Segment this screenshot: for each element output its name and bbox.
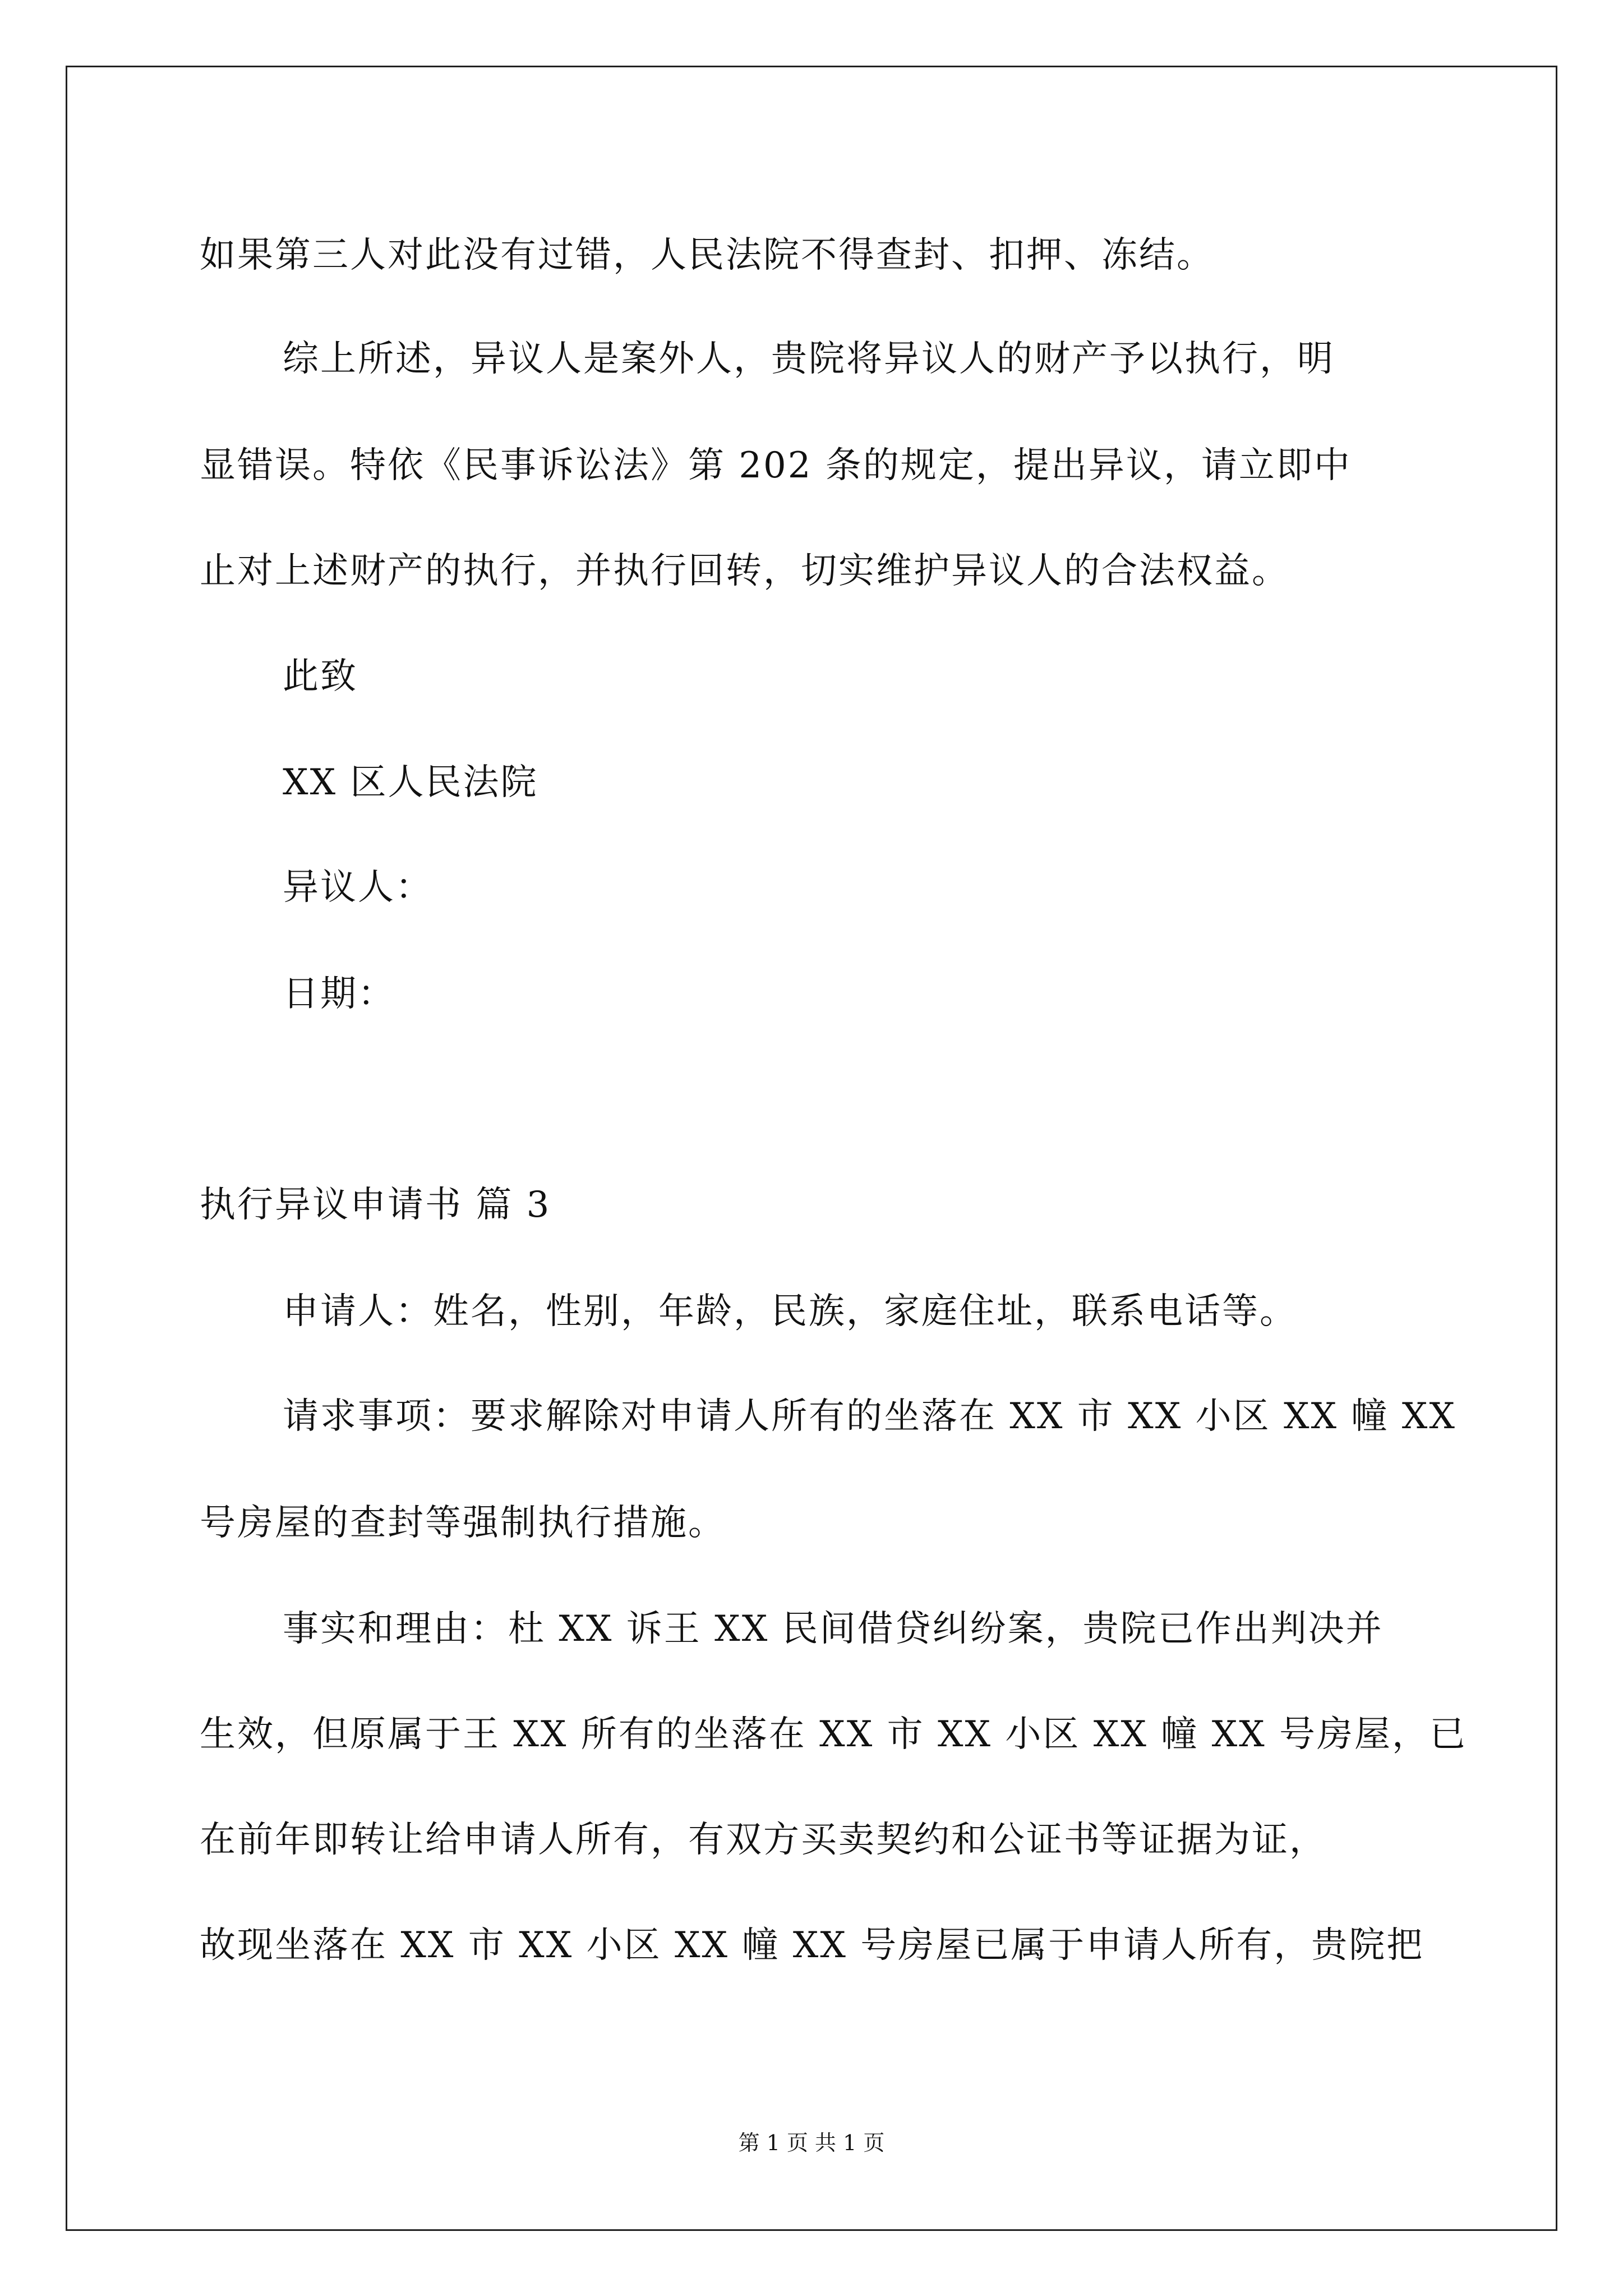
objector-label: 异议人：: [283, 867, 433, 908]
recipient-court: XX 区人民法院: [283, 762, 538, 803]
paragraph-line: 综上所述，异议人是案外人，贵院将异议人的财产予以执行，明: [283, 338, 1335, 380]
date-label: 日期：: [283, 973, 395, 1015]
paragraph-line: 请求事项：要求解除对申请人所有的坐落在 XX 市 XX 小区 XX 幢 XX: [283, 1396, 1456, 1437]
paragraph-line: 事实和理由：杜 XX 诉王 XX 民间借贷纠纷案，贵院已作出判决并: [283, 1608, 1384, 1650]
page-footer: 第 1 页 共 1 页: [738, 2131, 885, 2155]
text-line: 在前年即转让给申请人所有，有双方买卖契约和公证书等证据为证，: [200, 1819, 1327, 1861]
page-border: [66, 66, 1557, 2231]
text-line: 如果第三人对此没有过错，人民法院不得查封、扣押、冻结。: [200, 234, 1214, 276]
text-line: 号房屋的查封等强制执行措施。: [200, 1502, 726, 1544]
text-line: 显错误。特依《民事诉讼法》第 202 条的规定，提出异议，请立即中: [200, 445, 1352, 486]
text-line: 止对上述财产的执行，并执行回转，切实维护异议人的合法权益。: [200, 550, 1289, 592]
paragraph-line: 申请人：姓名，性别，年龄，民族，家庭住址，联系电话等。: [283, 1291, 1297, 1332]
salutation: 此致: [283, 656, 358, 697]
text-line: 故现坐落在 XX 市 XX 小区 XX 幢 XX 号房屋已属于申请人所有，贵院把: [200, 1925, 1424, 1966]
text-line: 生效，但原属于王 XX 所有的坐落在 XX 市 XX 小区 XX 幢 XX 号房屋，已: [200, 1714, 1468, 1755]
section-title: 执行异议申请书 篇 3: [200, 1184, 551, 1226]
